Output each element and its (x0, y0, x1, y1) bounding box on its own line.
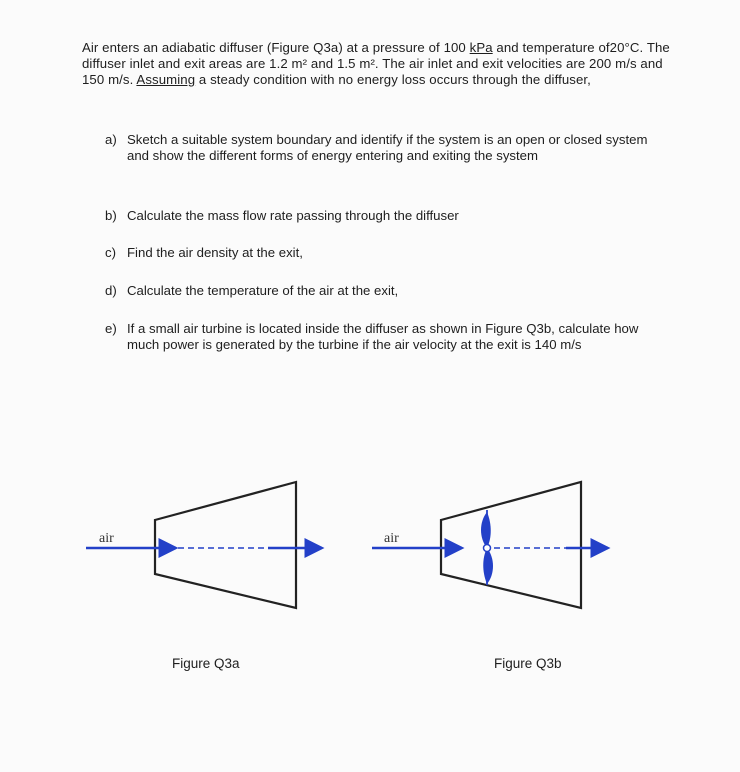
question-text: If a small air turbine is located inside the diffuser as shown in Figure Q3b, calculate how much power is generated by the turbine if the air velocity at the exit is 140 m/s (127, 321, 639, 352)
question-text: Find the air density at the exit, (127, 245, 303, 260)
air-label-b: air (384, 531, 399, 546)
figure-q3a (86, 482, 322, 608)
diffuser-body-a (155, 482, 296, 608)
question-label: d) (105, 283, 117, 298)
question-text: Calculate the mass flow rate passing through the diffuser (127, 208, 459, 223)
figure-q3b (372, 482, 608, 608)
intro-assuming: Assuming (136, 72, 196, 87)
intro-text-2: and temperature of20°C. The diffuser inlet and exit areas are 1.2 m² and 1.5 m². The air inlet and exit velocities are 200 m/s and 150 m/s. (82, 40, 670, 87)
caption-q3a: Figure Q3a (172, 656, 240, 671)
question-label: a) (105, 132, 117, 147)
question-label: c) (105, 245, 116, 260)
turbine-icon (481, 510, 493, 585)
question-text: Sketch a suitable system boundary and identify if the system is an open or closed system and show the different forms of energy entering and exiting the system (127, 132, 648, 163)
diffuser-body-b (441, 482, 581, 608)
caption-q3b: Figure Q3b (494, 656, 562, 671)
intro-text-3: a steady condition with no energy loss occurs through the diffuser, (195, 72, 591, 87)
question-label: e) (105, 321, 117, 336)
intro-unit: kPa (469, 40, 493, 55)
question-text: Calculate the temperature of the air at the exit, (127, 283, 399, 298)
question-label: b) (105, 208, 117, 223)
air-label-a: air (99, 531, 114, 546)
intro-text-1: Air enters an adiabatic diffuser (Figure Q3a) at a pressure of 100 (82, 40, 470, 55)
